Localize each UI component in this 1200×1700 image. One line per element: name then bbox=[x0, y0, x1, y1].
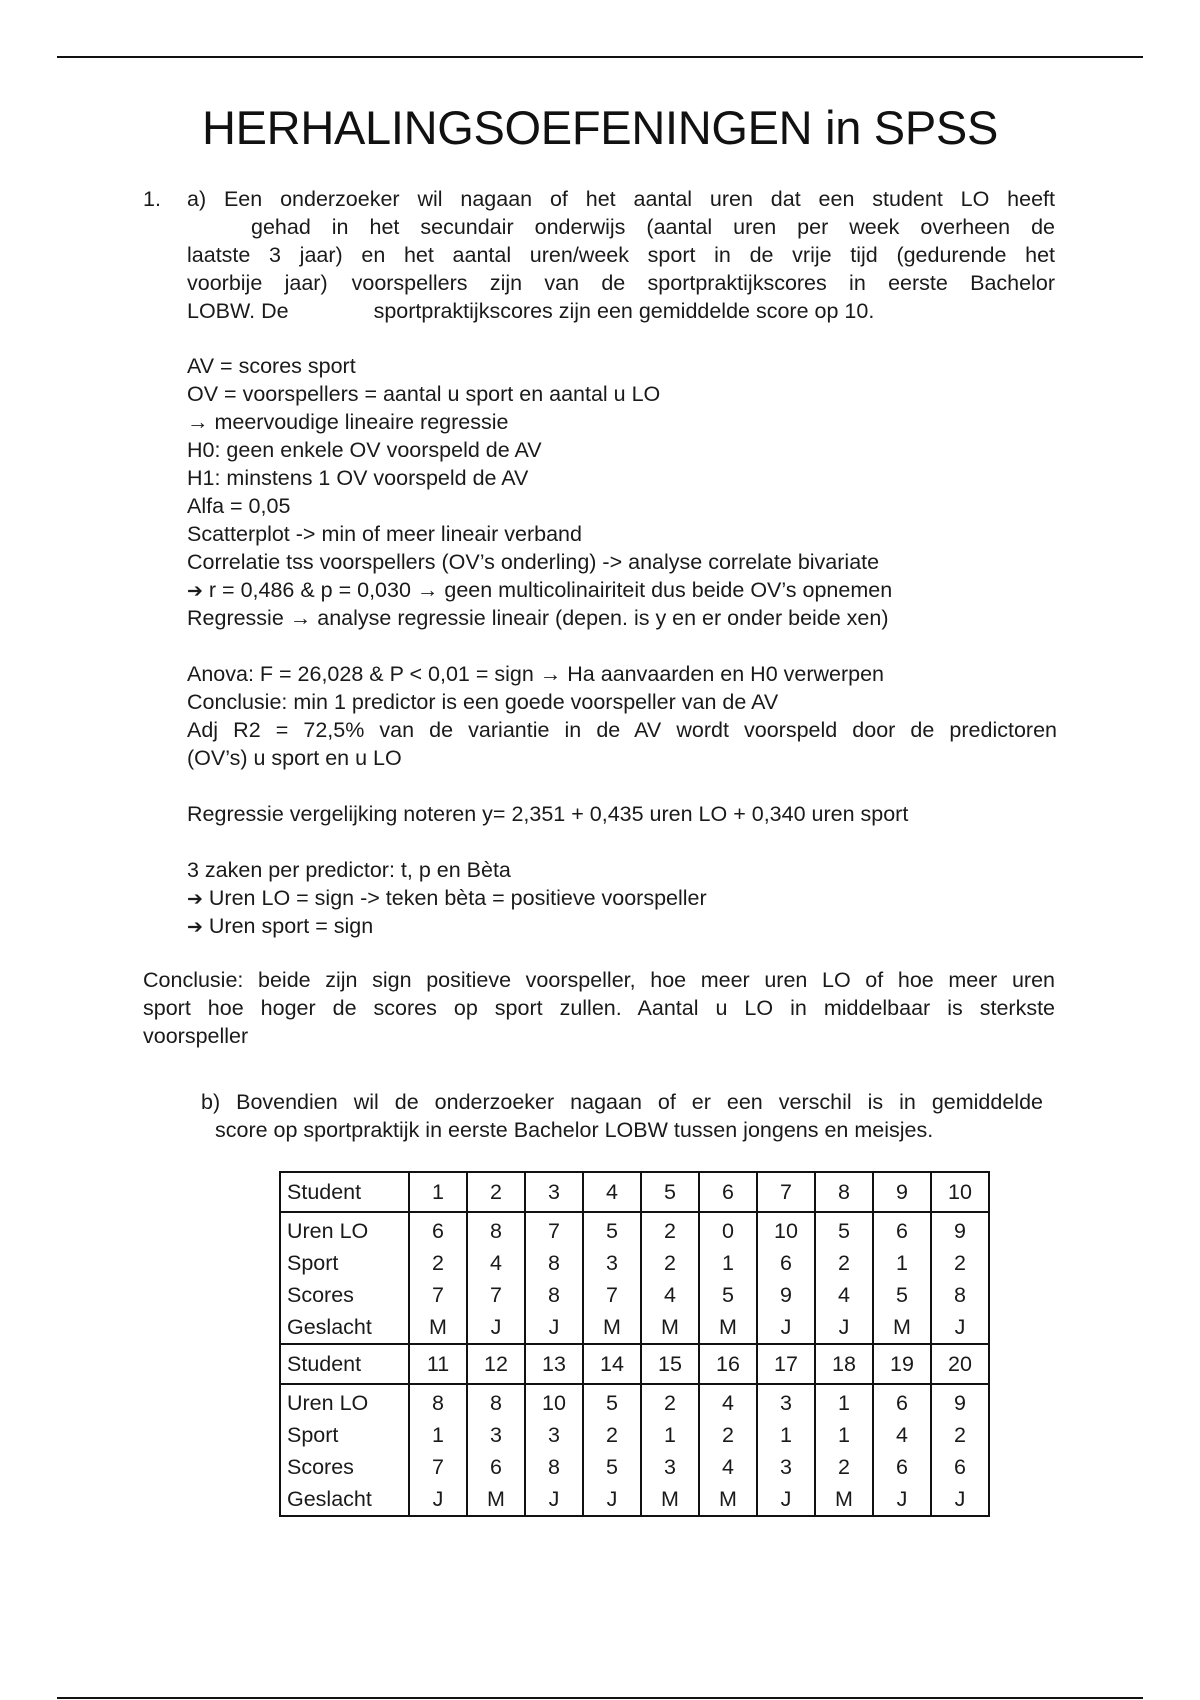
row-label: Scores bbox=[280, 1451, 409, 1483]
cell: 2 bbox=[641, 1384, 699, 1419]
cell: 7 bbox=[467, 1279, 525, 1311]
q1a-line: a) Een onderzoeker wil nagaan of het aantal uren dat een student LO heeft bbox=[187, 187, 1055, 211]
table-header-row bbox=[280, 1172, 989, 1212]
cell: J bbox=[757, 1483, 815, 1516]
bold-arrow-icon: ➔ bbox=[187, 888, 203, 910]
correlation-text: r = 0,486 & p = 0,030 → geen multicolinairiteit dus beide OV’s opnemen bbox=[208, 578, 893, 602]
q1b-line: score op sportpraktijk in eerste Bachelor LOBW tussen jongens en meisjes. bbox=[215, 1118, 934, 1142]
cell: 6 bbox=[873, 1451, 931, 1483]
cell: 8 bbox=[525, 1451, 583, 1483]
row-label: Student bbox=[280, 1172, 409, 1212]
table-header-row bbox=[280, 1344, 989, 1384]
cell: 5 bbox=[583, 1451, 641, 1483]
analysis-line: H1: minstens 1 OV voorspeld de AV bbox=[187, 466, 529, 490]
question-number: 1. bbox=[143, 187, 161, 211]
cell: 9 bbox=[757, 1279, 815, 1311]
row-label: Uren LO bbox=[280, 1212, 409, 1247]
row-label: Scores bbox=[280, 1279, 409, 1311]
question-1a-text bbox=[187, 185, 1055, 325]
student-number: 14 bbox=[583, 1344, 641, 1384]
cell: 1 bbox=[815, 1419, 873, 1451]
row-label: Geslacht bbox=[280, 1311, 409, 1344]
cell: 1 bbox=[699, 1247, 757, 1279]
analysis-line: Scatterplot -> min of meer lineair verband bbox=[187, 522, 582, 546]
predictor-block bbox=[187, 856, 1057, 940]
page-title: HERHALINGSOEFENINGEN in SPSS bbox=[201, 101, 999, 154]
student-number: 4 bbox=[583, 1172, 641, 1212]
q1a-line: gehad in het secundair onderwijs (aantal uren per week overheen de bbox=[251, 215, 1055, 239]
analysis-block-1 bbox=[187, 352, 1057, 632]
regression-equation: Regressie vergelijking noteren y= 2,351 + 0,435 uren LO + 0,340 uren sport bbox=[187, 802, 909, 826]
row-label: Geslacht bbox=[280, 1483, 409, 1516]
table-row bbox=[280, 1279, 989, 1311]
q1a-line: LOBW. De bbox=[187, 299, 289, 323]
cell: M bbox=[699, 1311, 757, 1344]
student-number: 11 bbox=[409, 1344, 467, 1384]
table-row bbox=[280, 1451, 989, 1483]
predictor-text: Uren sport = sign bbox=[208, 914, 374, 938]
cell: J bbox=[931, 1483, 989, 1516]
analysis-line: → meervoudige lineaire regressie bbox=[187, 410, 509, 434]
analysis-line: Correlatie tss voorspellers (OV’s onderling) -> analyse correlate bivariate bbox=[187, 550, 880, 574]
q1a-line: laatste 3 jaar) en het aantal uren/week sport in de vrije tijd (gedurende het bbox=[187, 243, 1055, 267]
cell: 2 bbox=[699, 1419, 757, 1451]
analysis-line: H0: geen enkele OV voorspeld de AV bbox=[187, 438, 542, 462]
cell: 8 bbox=[467, 1212, 525, 1247]
student-number: 1 bbox=[409, 1172, 467, 1212]
student-number: 8 bbox=[815, 1172, 873, 1212]
question-1b-text bbox=[201, 1088, 1043, 1144]
bold-arrow-icon: ➔ bbox=[187, 580, 203, 602]
cell: 5 bbox=[583, 1212, 641, 1247]
cell: M bbox=[467, 1483, 525, 1516]
cell: J bbox=[525, 1483, 583, 1516]
cell: 2 bbox=[815, 1247, 873, 1279]
cell: 8 bbox=[525, 1279, 583, 1311]
cell: 8 bbox=[525, 1247, 583, 1279]
row-label: Sport bbox=[280, 1419, 409, 1451]
cell: 1 bbox=[641, 1419, 699, 1451]
student-number: 3 bbox=[525, 1172, 583, 1212]
cell: J bbox=[409, 1483, 467, 1516]
cell: 2 bbox=[583, 1419, 641, 1451]
conclusion-line: sport hoe hoger de scores op sport zullen. Aantal u LO in middelbaar is sterkste bbox=[143, 996, 1055, 1020]
table-row bbox=[280, 1212, 989, 1247]
student-number: 10 bbox=[931, 1172, 989, 1212]
cell: 3 bbox=[467, 1419, 525, 1451]
cell: 2 bbox=[641, 1247, 699, 1279]
table-row bbox=[280, 1384, 989, 1419]
table-row bbox=[280, 1311, 989, 1344]
analysis-line: OV = voorspellers = aantal u sport en aantal u LO bbox=[187, 382, 661, 406]
cell: 2 bbox=[931, 1247, 989, 1279]
bottom-rule bbox=[57, 1697, 1143, 1699]
cell: 3 bbox=[525, 1419, 583, 1451]
cell: 9 bbox=[931, 1384, 989, 1419]
q1a-line: voorspellers zijn van de sportpraktijkscores in eerste Bachelor bbox=[351, 271, 1055, 295]
student-number: 12 bbox=[467, 1344, 525, 1384]
table-row bbox=[280, 1247, 989, 1279]
cell: 2 bbox=[815, 1451, 873, 1483]
student-number: 7 bbox=[757, 1172, 815, 1212]
cell: J bbox=[873, 1483, 931, 1516]
cell: 8 bbox=[409, 1384, 467, 1419]
student-data-table bbox=[279, 1171, 990, 1517]
analysis-line: (OV’s) u sport en u LO bbox=[187, 746, 402, 770]
cell: 4 bbox=[873, 1419, 931, 1451]
q1a-line-group bbox=[187, 269, 1055, 297]
q1b-line: b) Bovendien wil de onderzoeker nagaan of er een verschil is in gemiddelde bbox=[201, 1090, 1043, 1114]
cell: 2 bbox=[409, 1247, 467, 1279]
cell: 1 bbox=[873, 1247, 931, 1279]
cell: M bbox=[873, 1311, 931, 1344]
cell: 7 bbox=[583, 1279, 641, 1311]
table-row bbox=[280, 1483, 989, 1516]
cell: M bbox=[641, 1311, 699, 1344]
cell: 5 bbox=[815, 1212, 873, 1247]
cell: 0 bbox=[699, 1212, 757, 1247]
cell: M bbox=[641, 1483, 699, 1516]
analysis-line: Conclusie: min 1 predictor is een goede voorspeller van de AV bbox=[187, 690, 779, 714]
cell: 6 bbox=[409, 1212, 467, 1247]
predictor-item bbox=[187, 912, 1057, 940]
cell: 5 bbox=[699, 1279, 757, 1311]
student-number: 5 bbox=[641, 1172, 699, 1212]
student-number: 18 bbox=[815, 1344, 873, 1384]
cell: 7 bbox=[409, 1279, 467, 1311]
cell: 6 bbox=[873, 1384, 931, 1419]
cell: 7 bbox=[525, 1212, 583, 1247]
cell: 4 bbox=[815, 1279, 873, 1311]
cell: 3 bbox=[641, 1451, 699, 1483]
student-number: 15 bbox=[641, 1344, 699, 1384]
cell: 1 bbox=[757, 1419, 815, 1451]
q1a-line-group bbox=[187, 297, 1055, 325]
row-label: Uren LO bbox=[280, 1384, 409, 1419]
cell: 4 bbox=[467, 1247, 525, 1279]
row-label: Student bbox=[280, 1344, 409, 1384]
cell: J bbox=[757, 1311, 815, 1344]
table-row bbox=[280, 1419, 989, 1451]
q1a-line: sportpraktijkscores zijn een gemiddelde score op 10. bbox=[373, 299, 875, 323]
predictor-text: Uren LO = sign -> teken bèta = positieve voorspeller bbox=[208, 886, 707, 910]
analysis-block-2 bbox=[187, 660, 1057, 772]
cell: 2 bbox=[931, 1419, 989, 1451]
cell: 2 bbox=[641, 1212, 699, 1247]
correlation-result bbox=[187, 576, 1057, 604]
cell: 5 bbox=[583, 1384, 641, 1419]
row-label: Sport bbox=[280, 1247, 409, 1279]
cell: 8 bbox=[931, 1279, 989, 1311]
student-number: 17 bbox=[757, 1344, 815, 1384]
cell: 3 bbox=[583, 1247, 641, 1279]
conclusion-line: voorspeller bbox=[143, 1024, 249, 1048]
bold-arrow-icon: ➔ bbox=[187, 916, 203, 938]
cell: 1 bbox=[409, 1419, 467, 1451]
student-number: 13 bbox=[525, 1344, 583, 1384]
cell: M bbox=[815, 1483, 873, 1516]
analysis-line: Alfa = 0,05 bbox=[187, 494, 291, 518]
cell: 3 bbox=[757, 1384, 815, 1419]
cell: 3 bbox=[757, 1451, 815, 1483]
cell: M bbox=[409, 1311, 467, 1344]
cell: 6 bbox=[873, 1212, 931, 1247]
analysis-line: Adj R2 = 72,5% van de variantie in de AV wordt voorspeld door de predictoren bbox=[187, 718, 1057, 742]
cell: 4 bbox=[699, 1384, 757, 1419]
cell: 6 bbox=[467, 1451, 525, 1483]
cell: J bbox=[815, 1311, 873, 1344]
cell: 7 bbox=[409, 1451, 467, 1483]
cell: J bbox=[931, 1311, 989, 1344]
cell: 8 bbox=[467, 1384, 525, 1419]
cell: 6 bbox=[757, 1247, 815, 1279]
cell: 6 bbox=[931, 1451, 989, 1483]
predictor-header: 3 zaken per predictor: t, p en Bèta bbox=[187, 858, 511, 882]
cell: J bbox=[583, 1483, 641, 1516]
conclusion-paragraph bbox=[143, 966, 1055, 1050]
conclusion-line: Conclusie: beide zijn sign positieve voorspeller, hoe meer uren LO of hoe meer uren bbox=[143, 968, 1055, 992]
student-number: 19 bbox=[873, 1344, 931, 1384]
analysis-line: Regressie → analyse regressie lineair (depen. is y en er onder beide xen) bbox=[187, 606, 889, 630]
cell: 4 bbox=[699, 1451, 757, 1483]
student-number: 9 bbox=[873, 1172, 931, 1212]
cell: 1 bbox=[815, 1384, 873, 1419]
q1a-line: voorbije jaar) bbox=[187, 271, 328, 295]
student-number: 16 bbox=[699, 1344, 757, 1384]
student-number: 6 bbox=[699, 1172, 757, 1212]
cell: 9 bbox=[931, 1212, 989, 1247]
student-number: 2 bbox=[467, 1172, 525, 1212]
predictor-item bbox=[187, 884, 1057, 912]
cell: 10 bbox=[757, 1212, 815, 1247]
cell: 4 bbox=[641, 1279, 699, 1311]
cell: J bbox=[525, 1311, 583, 1344]
top-rule bbox=[57, 56, 1143, 58]
cell: J bbox=[467, 1311, 525, 1344]
student-number: 20 bbox=[931, 1344, 989, 1384]
cell: 10 bbox=[525, 1384, 583, 1419]
analysis-line: AV = scores sport bbox=[187, 354, 356, 378]
cell: 5 bbox=[873, 1279, 931, 1311]
analysis-line: Anova: F = 26,028 & P < 0,01 = sign → Ha aanvaarden en H0 verwerpen bbox=[187, 662, 885, 686]
cell: M bbox=[699, 1483, 757, 1516]
cell: M bbox=[583, 1311, 641, 1344]
